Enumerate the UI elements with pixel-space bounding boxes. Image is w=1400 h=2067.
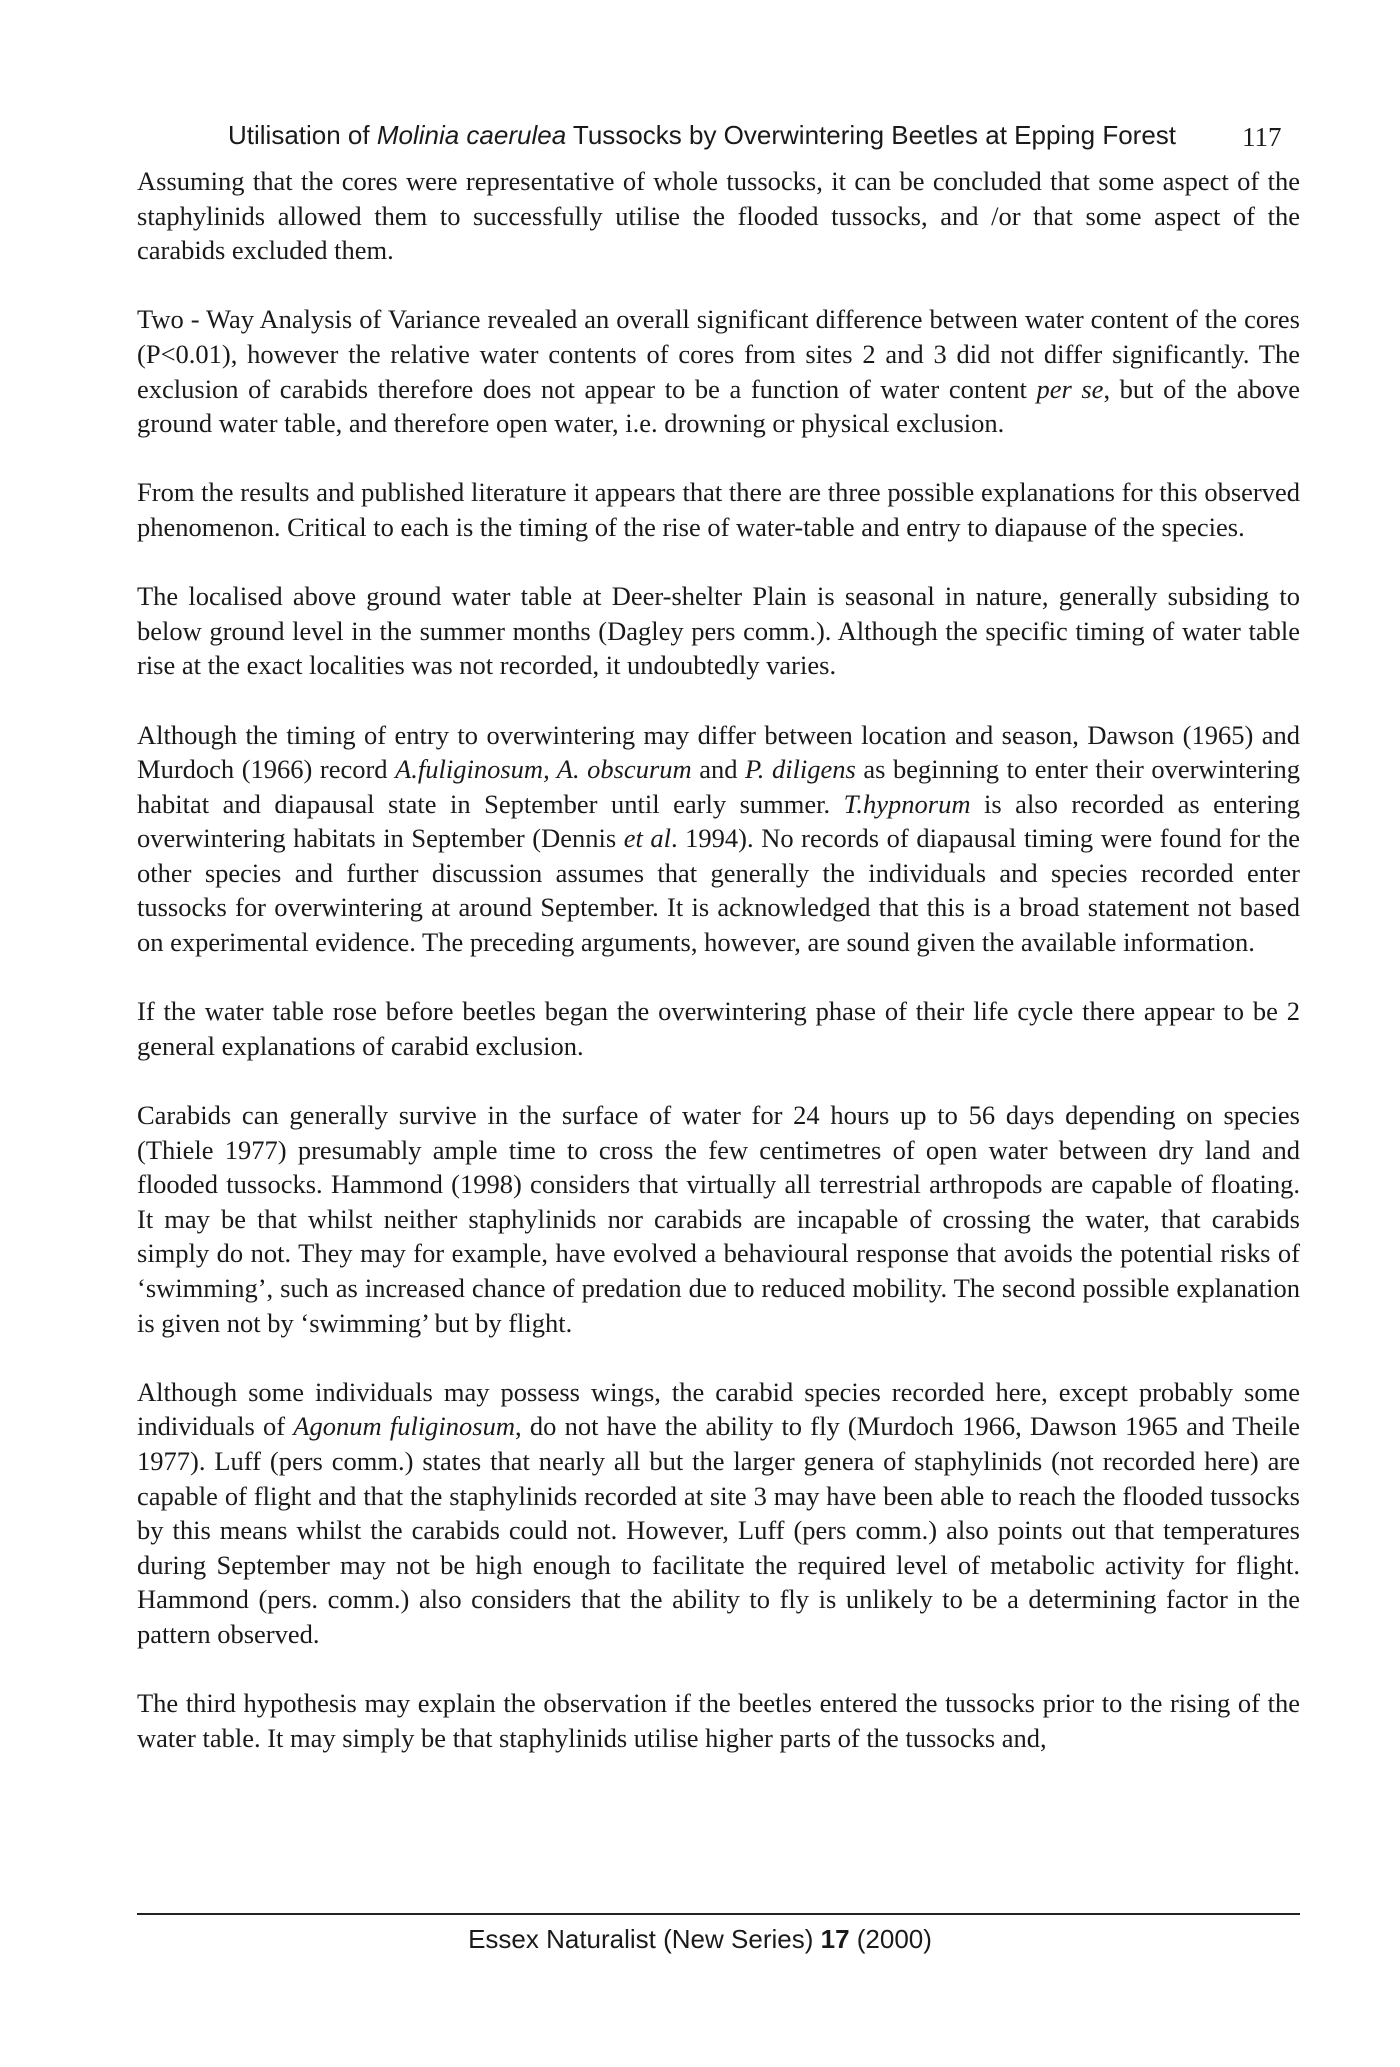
paragraph-6: If the water table rose before beetles began the overwintering phase of their life cycle there appear to be 2 general explanations of carabid exclusion.: [137, 996, 1300, 1061]
paragraph-1: Assuming that the cores were representative of whole tussocks, it can be concluded that some aspect of the staphylinids allowed them to successfully utilise the flooded tussocks, and /or that some aspect of the carabids excluded them.: [137, 166, 1300, 266]
paragraph-5-etal: et al: [623, 823, 671, 854]
paragraph-5-text-g: is also recorded as entering overwintering habitats in September (Dennis: [137, 788, 1300, 854]
paragraph-8-species: Agonum fuliginosum: [293, 1411, 515, 1442]
footer-citation: [0, 1922, 1400, 1956]
paragraph-5-text-i: . 1994). No records of diapausal timing were found for the other species and further discussion assumes that generally the individuals and species recorded enter tussocks for overwintering at around September. It is acknowledged that this is a broad statement not based on experimental evidence. The preceding arguments, however, are sound given the available information.: [137, 823, 1300, 958]
footer-volume: 17: [820, 1924, 850, 1954]
paragraph-8-text-c: , do not have the ability to fly (Murdoch 1966, Dawson 1965 and Theile 1977). Luff (pers comm.) states that nearly all but the larger genera of staphylinids (not recorded here) are capable of flight and that the staphylinids recorded at site 3 may have been able to reach the flooded tussocks by this means whilst the carabids could not. However, Luff (pers comm.) also points out that temperatures during September may not be high enough to facilitate the required level of metabolic activity for flight. Hammond (pers. comm.) also considers that the ability to fly is unlikely to be a determining factor in the pattern observed.: [137, 1411, 1300, 1649]
body-text: [137, 164, 1300, 1755]
paragraph-2-text: Two - Way Analysis of Variance revealed an overall significant difference between water content of the cores (P<0.01), however the relative water contents of cores from sites 2 and 3 did not differ significantly. The exclusion of carabids therefore does not appear to be a function of water content: [137, 304, 1300, 404]
paragraph-2-italic: per se: [1036, 373, 1104, 404]
footer-rule: [137, 1913, 1300, 1915]
paragraph-5-species-f: T.hypnorum: [843, 788, 971, 819]
paragraph-5-text-e: as beginning to enter their overwintering habitat and diapausal state in September until early summer.: [137, 754, 1300, 819]
paragraph-8: [137, 1375, 1300, 1652]
paragraph-5-species-d: P. diligens: [745, 754, 856, 785]
running-title-text-end: Tussocks by Overwintering Beetles at Epping Forest: [566, 120, 1177, 150]
paragraph-2-text-end: , but of the above ground water table, and therefore open water, i.e. drowning or physical exclusion.: [137, 373, 1300, 439]
running-title-text: Utilisation of: [228, 120, 377, 150]
running-title: [228, 118, 1176, 152]
footer-journal: Essex Naturalist (New Series): [468, 1924, 821, 1954]
running-title-species: Molinia caerulea: [376, 120, 567, 150]
paragraph-5-species-a: A.fuliginosum, A. obscurum: [395, 754, 692, 785]
paragraph-5-text-c: and: [691, 754, 746, 785]
paragraph-5: [137, 718, 1300, 960]
paragraph-2: [137, 302, 1300, 440]
paragraph-4: The localised above ground water table at Deer-shelter Plain is seasonal in nature, generally subsiding to below ground level in the summer months (Dagley pers comm.). Although the specific timing of water table rise at the exact localities was not recorded, it undoubtedly varies.: [137, 581, 1300, 681]
paragraph-8-text-a: Although some individuals may possess wings, the carabid species recorded here, except probably some individuals of: [137, 1376, 1300, 1442]
paragraph-5-text-a: Although the timing of entry to overwintering may differ between location and season, Dawson (1965) and Murdoch (1966) record: [137, 719, 1300, 785]
paragraph-7: Carabids can generally survive in the surface of water for 24 hours up to 56 days depending on species (Thiele 1977) presumably ample time to cross the few centimetres of open water between dry land and flooded tussocks. Hammond (1998) considers that virtually all terrestrial arthropods are capable of floating. It may be that whilst neither staphylinids nor carabids are incapable of crossing the water, that carabids simply do not. They may for example, have evolved a behavioural response that avoids the potential risks of ‘swimming’, such as increased chance of predation due to reduced mobility. The second possible explanation is given not by ‘swimming’ but by flight.: [137, 1100, 1300, 1338]
paragraph-9: The third hypothesis may explain the observation if the beetles entered the tussocks prior to the rising of the water table. It may simply be that staphylinids utilise higher parts of the tussocks and,: [137, 1688, 1300, 1753]
paragraph-3: From the results and published literature it appears that there are three possible explanations for this observed phenomenon. Critical to each is the timing of the rise of water-table and entry to diapause of the species.: [137, 477, 1300, 542]
footer-year: (2000): [849, 1924, 932, 1954]
running-header: [0, 118, 1400, 158]
page-number: 117: [1242, 122, 1282, 152]
